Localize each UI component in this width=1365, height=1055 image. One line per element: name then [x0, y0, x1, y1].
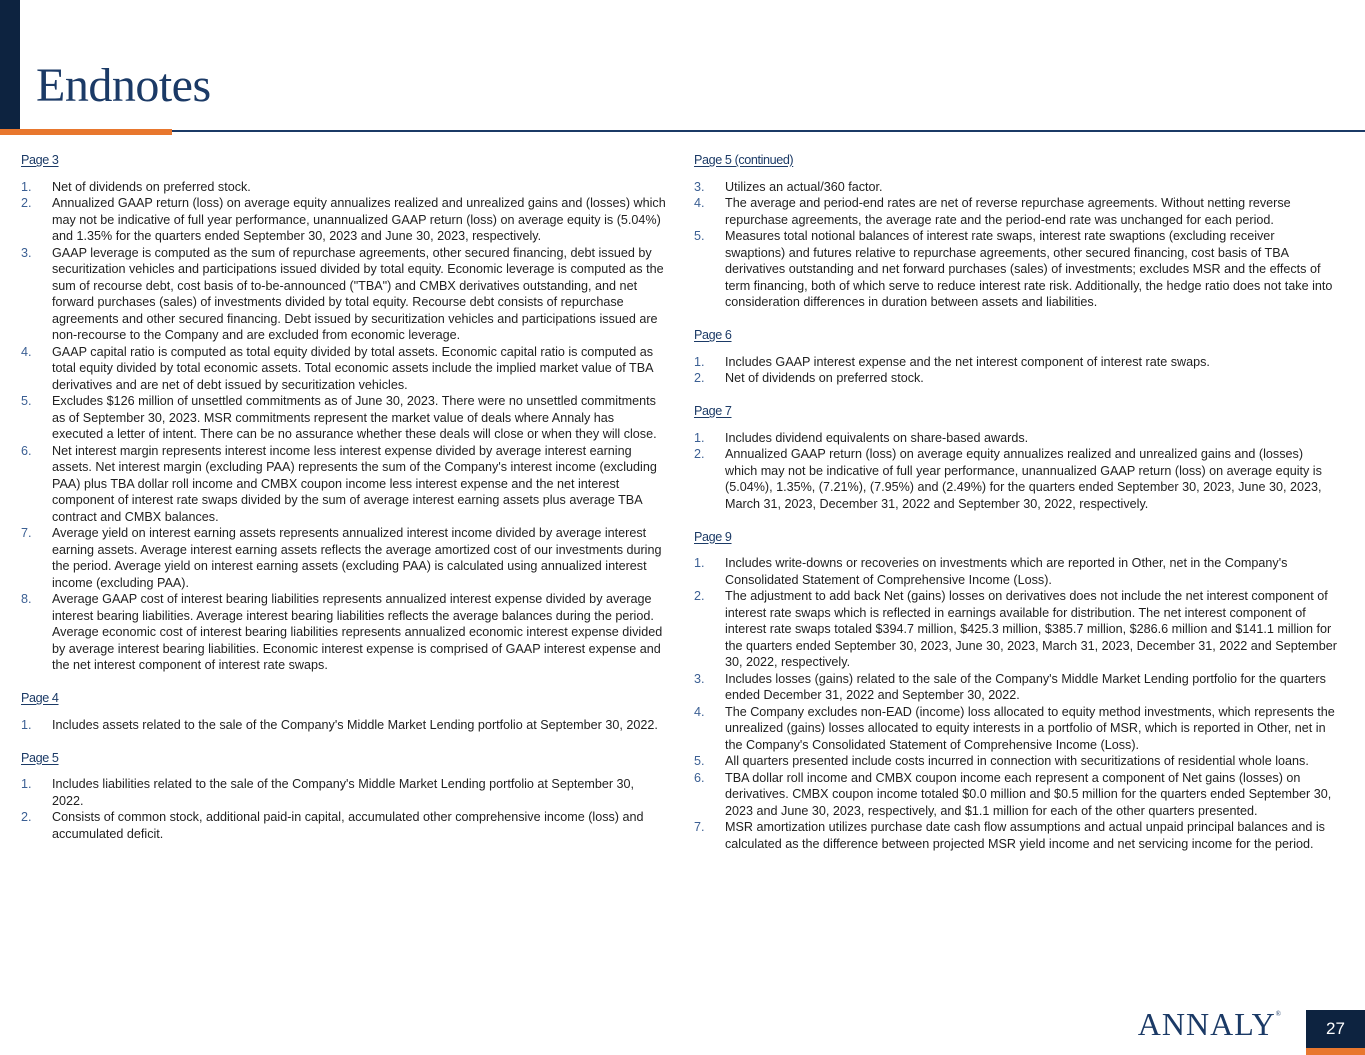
endnote-number: 1.	[21, 717, 32, 732]
endnote-number: 7.	[694, 820, 705, 834]
endnote-text: Includes dividend equivalents on share-based awards.	[725, 430, 1029, 445]
section-page-9	[694, 529, 1338, 853]
endnote-item	[694, 588, 1338, 671]
section-page-4	[21, 690, 667, 733]
endnote-list	[694, 555, 1338, 852]
endnote-text: GAAP capital ratio is computed as total equity divided by total assets. Economic capital ratio is computed as total equity divided by total economic assets. Total economic assets include the implied market value of TBA derivatives and are net of debt issued by securitization vehicles.	[52, 344, 654, 392]
section-page-6	[694, 327, 1338, 387]
endnote-text: Includes assets related to the sale of the Company's Middle Market Lending portfolio at September 30, 2022.	[52, 717, 658, 732]
endnote-item	[694, 555, 1338, 588]
endnote-item	[21, 776, 667, 809]
endnote-item	[21, 443, 667, 526]
title-rule-accent	[0, 129, 172, 135]
endnote-text: Excludes $126 million of unsettled commitments as of June 30, 2023. There were no unsettled commitments as of September 30, 2023. MSR commitments represent the market value of deals where Annaly has executed a letter of intent. There can be no assurance whether these deals will close or when they will close.	[52, 394, 657, 441]
section-heading-link[interactable]: Page 5 (continued)	[694, 153, 794, 167]
endnote-number: 6.	[694, 770, 705, 785]
endnote-text: Net of dividends on preferred stock.	[52, 179, 251, 194]
endnote-text: Includes liabilities related to the sale of the Company's Middle Market Lending portfolio at September 30, 2022.	[52, 777, 635, 808]
section-page-3	[21, 152, 667, 674]
endnote-text: GAAP leverage is computed as the sum of repurchase agreements, other secured financing, debt issued by securitization vehicles and participations issued divided by total equity. Economic leverage is computed as the sum of recourse debt, cost basis of to-be-announced ("TBA") and CMBX derivatives outstanding, and net forward purchases (sales) of investments divided by total equity. Recourse debt consists of repurchase agreements and other secured financing. Debt issued by securitization vehicles and participations issued are non-recourse to the Company and are excluded from economic leverage.	[52, 245, 664, 342]
logo-text: ANNALY	[1137, 1006, 1276, 1042]
endnote-item	[694, 819, 1338, 852]
endnote-number: 2.	[21, 810, 32, 824]
endnote-number: 3.	[21, 245, 32, 260]
endnote-item	[694, 430, 1338, 447]
endnote-item	[21, 717, 667, 734]
endnote-item	[21, 809, 667, 842]
endnote-number: 2.	[694, 447, 705, 461]
endnote-text: Annualized GAAP return (loss) on average equity annualizes realized and unrealized gains and (losses) which may not be indicative of full year performance, unannualized GAAP return (loss) on average equity is (5.04%) and 1.35% for the quarters ended September 30, 2023 and June 30, 2023, respectively.	[52, 196, 666, 243]
endnote-item	[694, 671, 1338, 704]
endnote-item	[21, 179, 667, 196]
section-heading-link[interactable]: Page 7	[694, 404, 732, 418]
endnote-text: Includes write-downs or recoveries on investments which are reported in Other, net in the Company's Consolidated Statement of Comprehensive Income (Loss).	[725, 556, 1288, 587]
endnote-item	[694, 179, 1338, 196]
endnote-item	[21, 393, 667, 443]
endnote-number: 5.	[694, 754, 705, 768]
endnote-text: The average and period-end rates are net of reverse repurchase agreements. Without netting reverse repurchase agreements, the average rate and the period-end rate was unchanged for each period.	[725, 196, 1291, 227]
endnote-item	[694, 446, 1338, 512]
endnote-item	[21, 344, 667, 394]
endnote-number: 4.	[21, 344, 32, 359]
endnote-text: Net interest margin represents interest income less interest expense divided by average interest earning assets. Net interest margin (excluding PAA) represents the sum of the Company's interest income (excluding PAA) plus TBA dollar roll income and CMBX coupon income less interest expense and the net interest component of interest rate swaps divided by the sum of average interest earning assets plus average TBA contract and CMBX balances.	[52, 443, 657, 524]
left-column	[21, 152, 667, 859]
section-heading-link[interactable]: Page 3	[21, 153, 59, 167]
endnote-number: 8.	[21, 592, 32, 606]
endnote-number: 5.	[21, 394, 32, 408]
endnote-text: The Company excludes non-EAD (income) loss allocated to equity method investments, which represents the unrealized (gains) losses allocated to equity interests in a portfolio of MSR, which is reported in Other, net in the Company's Consolidated Statement of Comprehensive Income (Loss).	[725, 704, 1335, 752]
endnote-item	[21, 525, 667, 591]
section-page-7	[694, 403, 1338, 512]
endnote-text: Includes losses (gains) related to the sale of the Company's Middle Market Lending portfolio for the quarters ended December 31, 2022 and September 30, 2022.	[725, 671, 1326, 702]
endnote-text: Net of dividends on preferred stock.	[725, 371, 924, 385]
endnote-item	[694, 195, 1338, 228]
endnote-list	[21, 776, 667, 842]
endnote-number: 3.	[694, 671, 705, 686]
section-heading-link[interactable]: Page 5	[21, 750, 59, 765]
page-number-badge	[1306, 1010, 1365, 1048]
page-number: 27	[1326, 1019, 1345, 1038]
endnote-item	[21, 245, 667, 344]
endnote-text: Includes GAAP interest expense and the net interest component of interest rate swaps.	[725, 354, 1210, 369]
page-title: Endnotes	[36, 59, 211, 112]
endnote-number: 1.	[694, 430, 705, 445]
endnote-list	[694, 354, 1338, 387]
endnote-number: 1.	[694, 354, 705, 369]
section-page-5-continued	[694, 152, 1338, 311]
endnote-number: 2.	[694, 371, 705, 385]
endnote-item	[694, 770, 1338, 820]
endnote-number: 5.	[694, 229, 705, 243]
endnote-number: 3.	[694, 179, 705, 194]
endnote-item	[694, 228, 1338, 311]
endnote-number: 4.	[694, 704, 705, 719]
endnote-text: Utilizes an actual/360 factor.	[725, 179, 883, 194]
registered-mark: ®	[1275, 1010, 1281, 1018]
section-heading-link[interactable]: Page 4	[21, 691, 59, 705]
endnote-number: 1.	[21, 777, 32, 791]
endnote-list	[694, 179, 1338, 311]
endnote-number: 2.	[21, 196, 32, 210]
endnote-text: Measures total notional balances of interest rate swaps, interest rate swaptions (excluding receiver swaptions) and futures relative to repurchase agreements, other secured financing, cost basis of TBA derivatives outstanding and net forward purchases (sales) of investments; excludes MSR and the effects of term financing, both of which serve to reduce interest rate risk. Additionally, the hedge ratio does not take into consideration differences in duration between assets and liabilities.	[725, 229, 1333, 309]
title-rule	[0, 130, 1365, 132]
endnote-text: Annualized GAAP return (loss) on average equity annualizes realized and unrealized gains and (losses) which may not be indicative of full year performance, unannualized GAAP return (loss) on average equity is (5.04%), 1.35%, (7.21%), (7.95%) and (2.49%) for the quarters ended September 30, 2023, June 30, 2023, March 31, 2023, December 31, 2022 and September 30, 2022, respectively.	[725, 447, 1322, 511]
endnote-list	[21, 179, 667, 674]
right-column	[694, 152, 1338, 869]
endnote-text: Average GAAP cost of interest bearing liabilities represents annualized interest expense divided by average interest bearing liabilities. Average interest bearing liabilities reflects the average balances during the period. Average economic cost of interest bearing liabilities represents annualized economic interest expense divided by average interest bearing liabilities. Economic interest expense is comprised of GAAP interest expense and the net interest component of interest rate swaps.	[52, 592, 663, 672]
page-number-accent	[1306, 1048, 1365, 1055]
endnote-number: 6.	[21, 443, 32, 458]
endnote-item	[694, 704, 1338, 754]
endnote-text: TBA dollar roll income and CMBX coupon income each represent a component of Net gains (losses) on derivatives. CMBX coupon income totaled $0.0 million and $0.5 million for the quarters ended September 30, 2023 and June 30, 2023, respectively, and $1.1 million for each of the other quarters presented.	[725, 770, 1332, 818]
endnote-item	[21, 195, 667, 245]
section-heading-link[interactable]: Page 6	[694, 328, 732, 342]
endnote-text: MSR amortization utilizes purchase date cash flow assumptions and actual unpaid principal balances and is calculated as the difference between projected MSR yield income and net servicing income for the period.	[725, 820, 1325, 851]
endnote-list	[694, 430, 1338, 513]
endnote-list	[21, 717, 667, 734]
endnote-number: 2.	[694, 589, 705, 603]
endnote-item	[21, 591, 667, 674]
endnote-number: 1.	[694, 556, 705, 570]
endnote-item	[694, 354, 1338, 371]
endnote-text: The adjustment to add back Net (gains) losses on derivatives does not include the net interest component of interest rate swaps which is reflected in earnings available for distribution. The net interest component of interest rate swaps totaled $394.7 million, $425.3 million, $385.7 million, $286.6 million and $141.1 million for the quarters ended September 30, 2023, June 30, 2023, March 31, 2023, December 31, 2022 and September 30, 2022, respectively.	[725, 589, 1337, 669]
endnote-number: 1.	[21, 179, 32, 194]
endnote-item	[694, 370, 1338, 387]
section-heading-link[interactable]: Page 9	[694, 529, 732, 544]
endnote-text: All quarters presented include costs incurred in connection with securitizations of residential whole loans.	[725, 754, 1309, 768]
endnote-text: Consists of common stock, additional paid-in capital, accumulated other comprehensive income (loss) and accumulated deficit.	[52, 810, 644, 841]
section-page-5	[21, 750, 667, 843]
annaly-logo	[1138, 1006, 1281, 1043]
endnote-item	[694, 753, 1338, 770]
endnote-number: 4.	[694, 196, 705, 210]
endnote-number: 7.	[21, 526, 32, 540]
endnote-text: Average yield on interest earning assets represents annualized interest income divided by average interest earning assets. Average interest earning assets reflects the average amortized cost of our investments during the period. Average yield on interest earning assets (excluding PAA) is calculated using annualized interest income (excluding PAA).	[52, 526, 662, 590]
left-accent-bar	[0, 0, 20, 132]
